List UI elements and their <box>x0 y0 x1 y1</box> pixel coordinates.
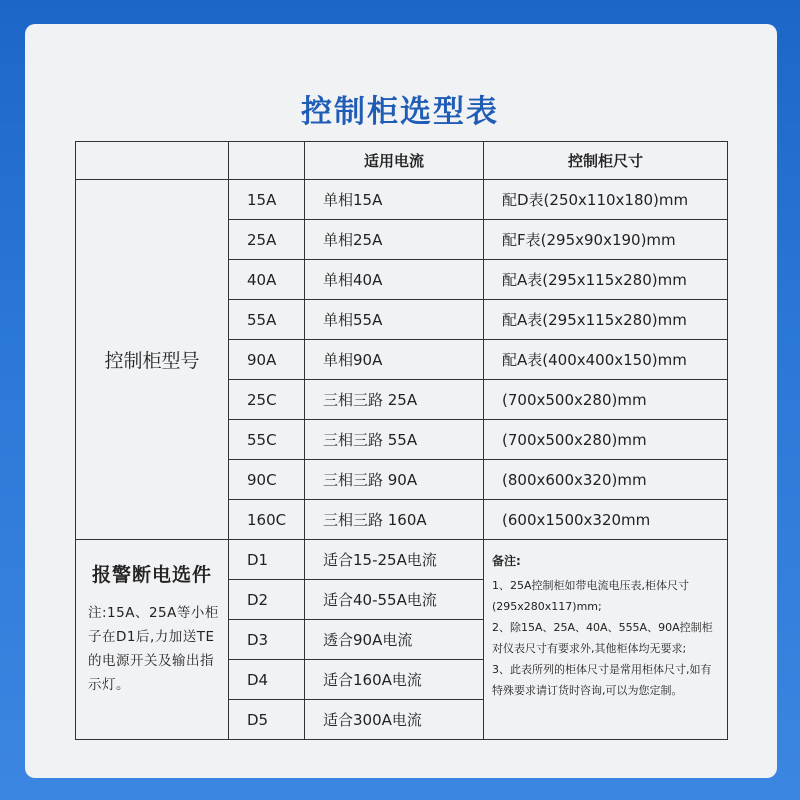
header-size: 控制柜尺寸 <box>484 142 728 180</box>
header-current: 适用电流 <box>305 142 484 180</box>
table-row <box>76 540 728 580</box>
model-current: 三相三路 25A <box>305 380 484 420</box>
model-size: 配D表(250x110x180)mm <box>484 180 728 220</box>
alarm-code: D2 <box>229 580 305 620</box>
model-current: 三相三路 160A <box>305 500 484 540</box>
alarm-current: 透合90A电流 <box>305 620 484 660</box>
model-code: 25A <box>229 220 305 260</box>
model-current: 三相三路 90A <box>305 460 484 500</box>
model-size: 配F表(295x90x190)mm <box>484 220 728 260</box>
remarks-cell <box>484 540 728 740</box>
remarks-line: 1、25A控制柜如带电流电压表,柜体尺寸(295x280x117)mm; <box>492 579 690 613</box>
model-current: 单相55A <box>305 300 484 340</box>
selection-table <box>75 141 728 740</box>
model-code: 90C <box>229 460 305 500</box>
alarm-code: D5 <box>229 700 305 740</box>
alarm-code: D1 <box>229 540 305 580</box>
model-size: 配A表(295x115x280)mm <box>484 300 728 340</box>
page-title: 控制柜选型表 <box>301 94 499 130</box>
model-size: 配A表(295x115x280)mm <box>484 260 728 300</box>
model-code: 55A <box>229 300 305 340</box>
remarks-line: 3、此表所列的柜体尺寸是常用柜体尺寸,如有特殊要求请订货时咨询,可以为您定制。 <box>492 663 712 697</box>
alarm-note: 注:15A、25A等小柜子在D1后,力加送TE的电源开关及输出指示灯。 <box>88 605 219 693</box>
model-group-label: 控制柜型号 <box>76 180 229 540</box>
remarks-title: 备注: <box>492 554 521 568</box>
model-size: (700x500x280)mm <box>484 420 728 460</box>
model-size: (700x500x280)mm <box>484 380 728 420</box>
alarm-code: D3 <box>229 620 305 660</box>
model-code: 25C <box>229 380 305 420</box>
model-code: 160C <box>229 500 305 540</box>
model-size: (600x1500x320mm <box>484 500 728 540</box>
model-current: 单相15A <box>305 180 484 220</box>
alarm-current: 适合160A电流 <box>305 660 484 700</box>
alarm-current: 适合40-55A电流 <box>305 580 484 620</box>
alarm-code: D4 <box>229 660 305 700</box>
header-blank <box>76 142 229 180</box>
model-current: 单相90A <box>305 340 484 380</box>
model-size: (800x600x320)mm <box>484 460 728 500</box>
model-current: 单相40A <box>305 260 484 300</box>
model-current: 单相25A <box>305 220 484 260</box>
alarm-current: 适合300A电流 <box>305 700 484 740</box>
model-code: 90A <box>229 340 305 380</box>
table-header-row <box>76 142 728 180</box>
remarks-line: 2、除15A、25A、40A、555A、90A控制柜对仪表尺寸有要求外,其他柜体均无要求; <box>492 621 713 655</box>
header-blank <box>229 142 305 180</box>
model-current: 三相三路 55A <box>305 420 484 460</box>
alarm-current: 适合15-25A电流 <box>305 540 484 580</box>
alarm-group-cell <box>76 540 229 740</box>
model-code: 15A <box>229 180 305 220</box>
alarm-group-label: 报警断电选件 <box>92 564 213 586</box>
table-row <box>76 180 728 220</box>
model-size: 配A表(400x400x150)mm <box>484 340 728 380</box>
model-code: 40A <box>229 260 305 300</box>
model-code: 55C <box>229 420 305 460</box>
